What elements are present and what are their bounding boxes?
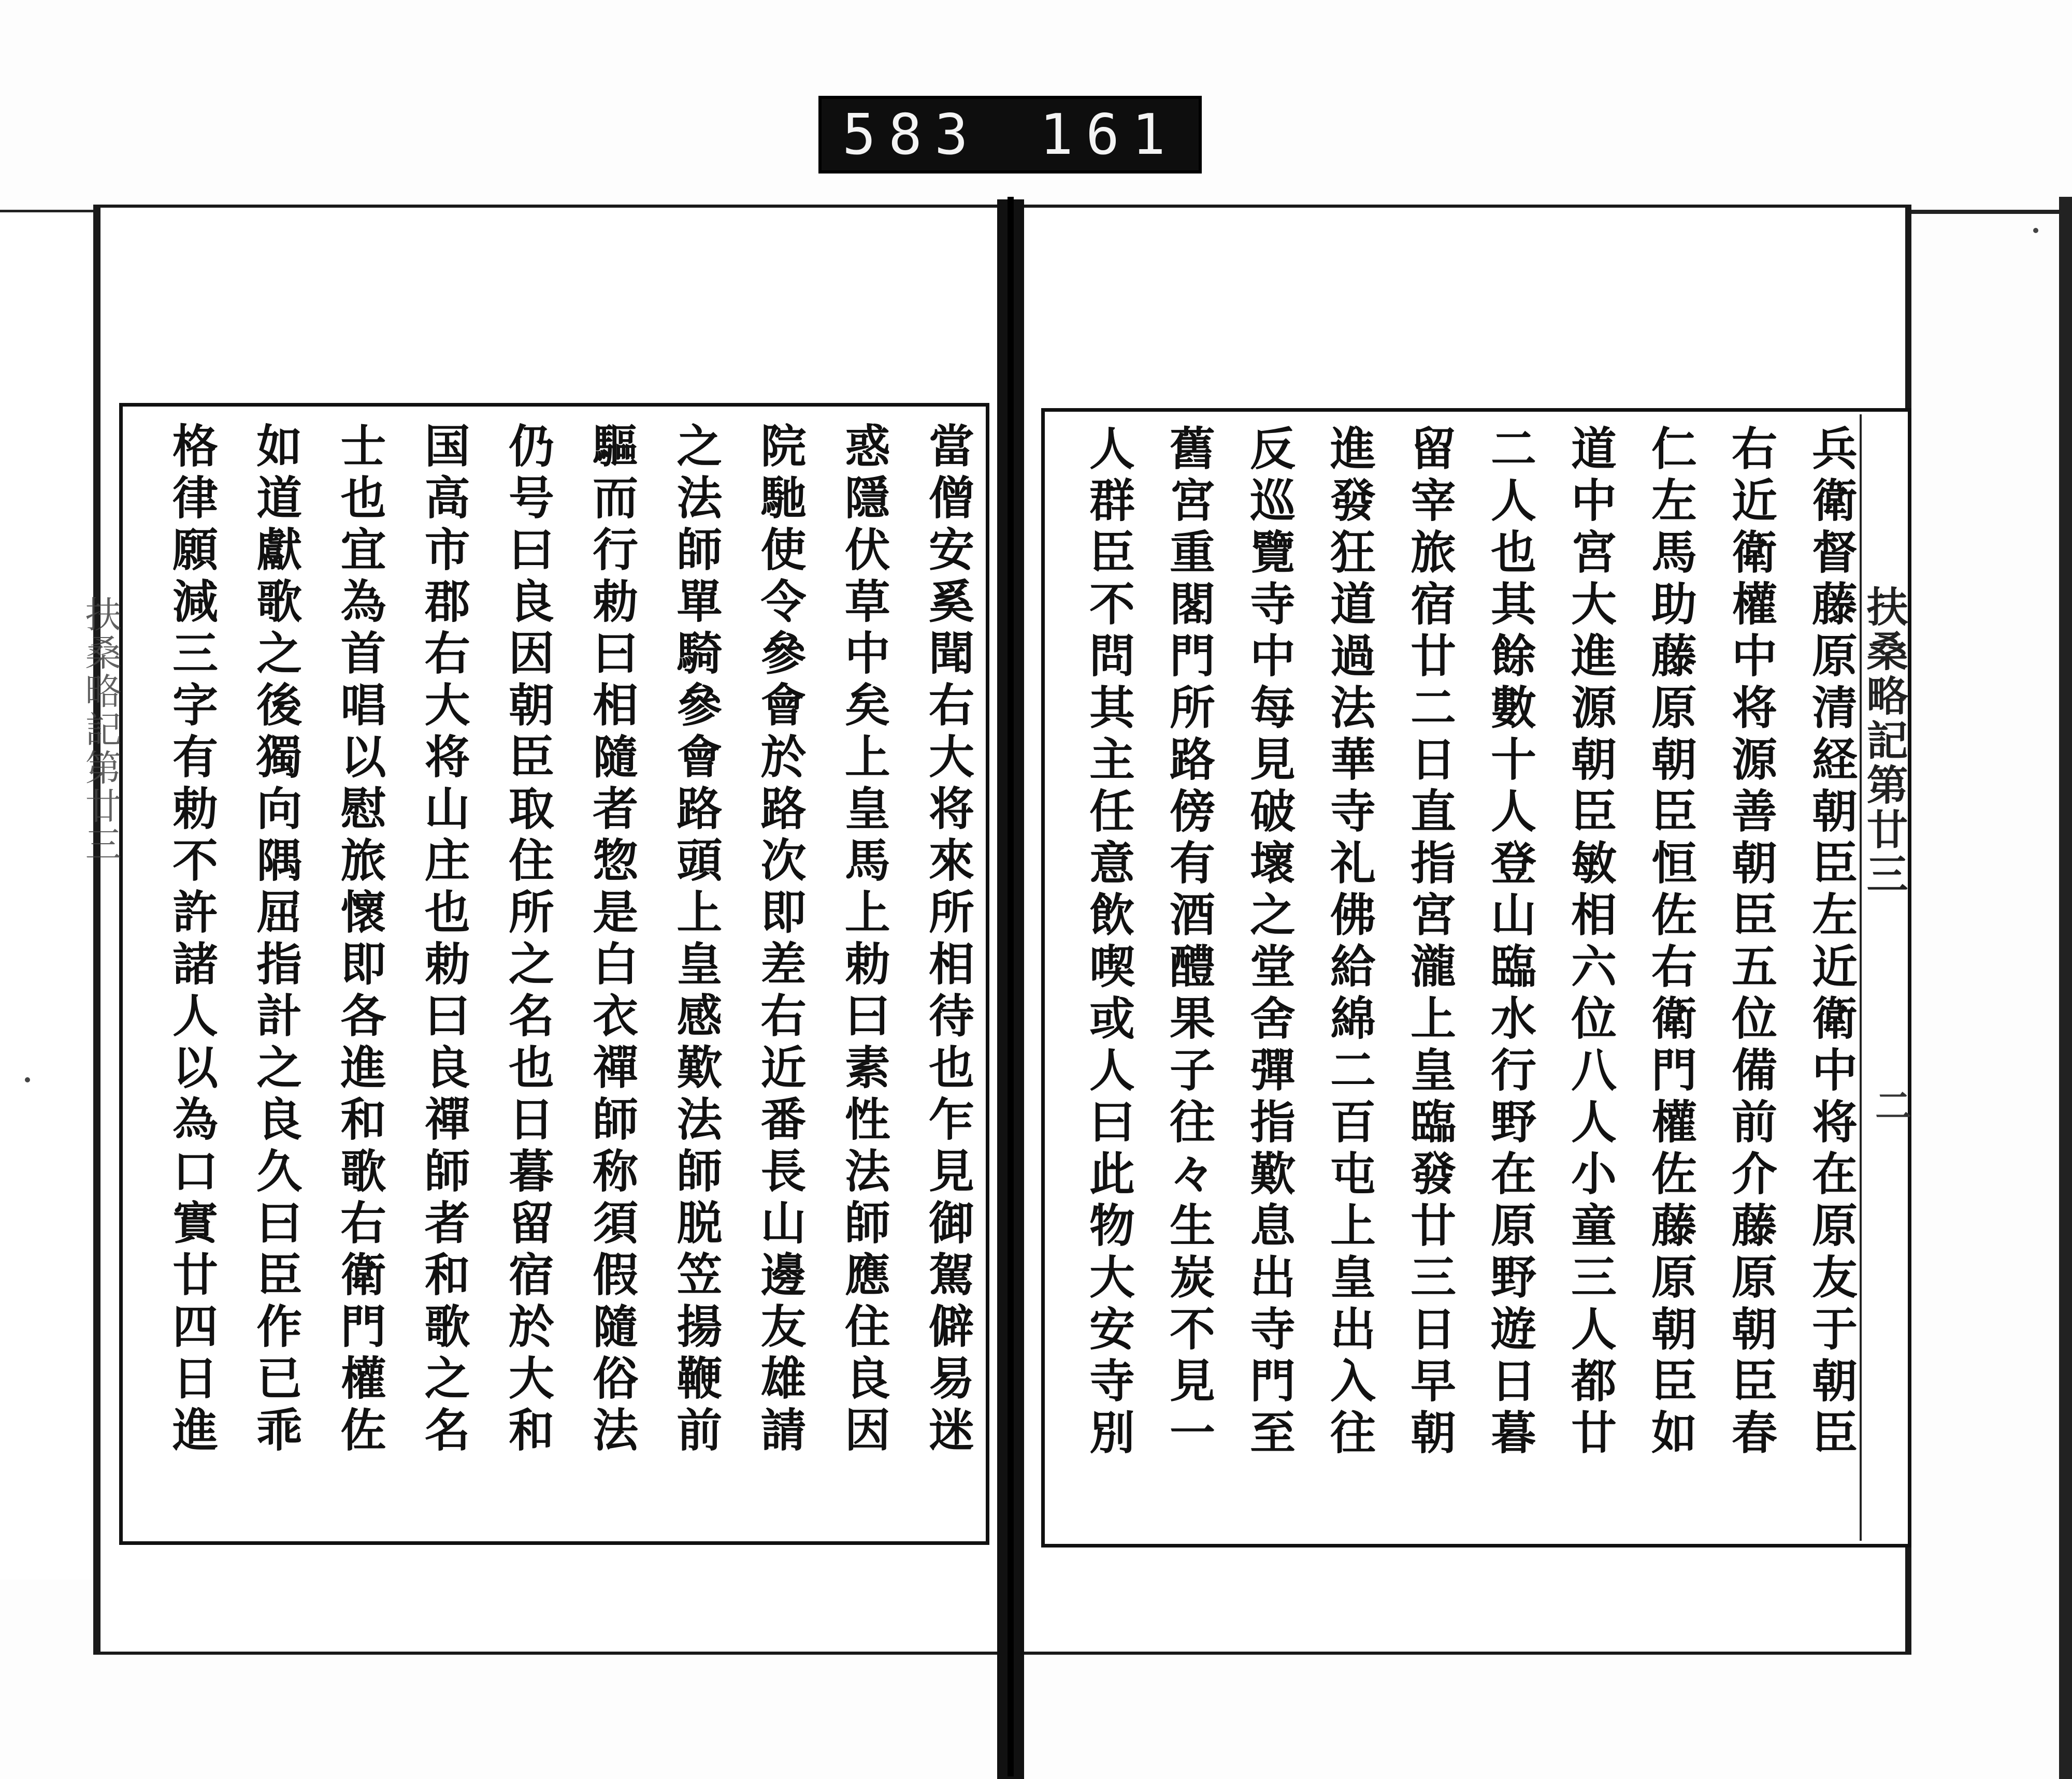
microfilm-label — [818, 96, 1202, 173]
left-page-text — [137, 422, 975, 1530]
text-column: 人群臣不問其主任意飲喫或人曰此物大安寺別 — [1082, 425, 1136, 1460]
right-book-edge — [2059, 197, 2072, 1779]
text-column: 士也宜為首唱以慰旅懷即各進和歌右衛門權佐 — [333, 422, 387, 1458]
text-column: 反巡覽寺中每見破壞之堂舍彈指歎息出寺門至 — [1243, 425, 1297, 1460]
text-column: 国高市郡右大将山庄也勅曰良禪師者和歌之名 — [417, 422, 471, 1458]
right-page-text — [1054, 425, 1859, 1533]
text-column: 當僧安奚聞右大将來所相待也乍見御駕僻易迷 — [921, 422, 975, 1458]
margin-rule — [1860, 414, 1862, 1541]
frame-number: 161 — [1039, 102, 1178, 167]
text-column: 如道獻歌之後獨向隅屈指計之良久曰臣作已乖 — [249, 422, 304, 1458]
text-column: 兵衛督藤原清経朝臣左近衛中将在原友于朝臣 — [1805, 425, 1859, 1460]
text-column: 舊宮重閣門所路傍有酒醴果子往々生炭不見一 — [1162, 425, 1216, 1460]
text-column: 二人也其餘數十人登山臨水行野在原野遊日暮 — [1484, 425, 1537, 1460]
scan-speck — [2033, 228, 2038, 233]
text-column: 格律願減三字有勅不許諸人以為口實廿四日進 — [165, 422, 219, 1458]
text-column: 惑隱伏草中矣上皇馬上勅曰素性法師應住良因 — [837, 422, 891, 1458]
text-column: 之法師單騎參會路頭上皇感歎法師脱笠揚鞭前 — [669, 422, 724, 1458]
spine-title: 扶桑略記第廿三 — [79, 596, 122, 864]
text-column: 道中宮大進源朝臣敏相六位八人小童三人都廿 — [1564, 425, 1618, 1460]
text-column: 留宰旅宿廿二日直指宮瀧上皇臨發廿三日早朝 — [1403, 425, 1457, 1460]
page-number: 二 — [1875, 1084, 1911, 1127]
scan-speck — [25, 1077, 30, 1082]
reel-number: 583 — [842, 102, 981, 167]
text-column: 仁左馬助藤原朝臣恒佐右衛門權佐藤原朝臣如 — [1644, 425, 1698, 1460]
text-column: 進發狂道過法華寺礼佛給綿二百屯上皇出入往 — [1323, 425, 1377, 1460]
text-column: 院馳使令參會於路次即差右近番長山邊友雄請 — [753, 422, 808, 1458]
text-column: 右近衛權中将源善朝臣五位備前介藤原朝臣春 — [1724, 425, 1778, 1460]
text-column: 仍号曰良因朝臣取住所之名也日暮留宿於大和 — [501, 422, 555, 1458]
running-head-title: 扶桑略記第廿三 — [1860, 585, 1908, 897]
text-column: 驅而行勅曰相隨者惣是白衣禪師称須假隨俗法 — [585, 422, 640, 1458]
book-gutter-center — [1008, 197, 1014, 1776]
